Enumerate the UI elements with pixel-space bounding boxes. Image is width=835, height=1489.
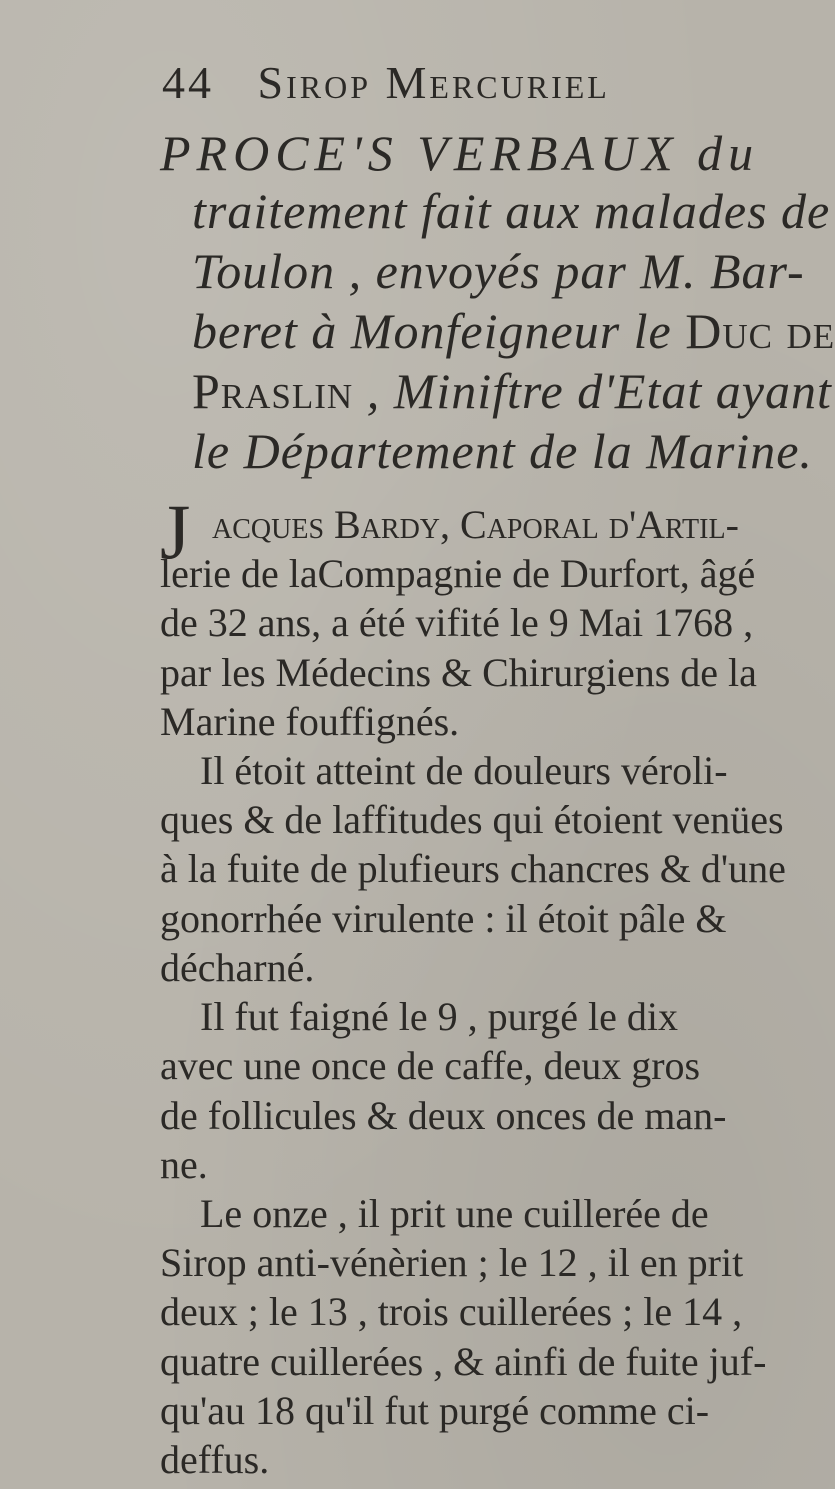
- body-line: gonorrhée virulente : il étoit pâle &: [160, 895, 727, 941]
- body-line: de 32 ans, a été vifité le 9 Mai 1768 ,: [160, 600, 754, 646]
- body-line: ne.: [160, 1141, 208, 1187]
- running-title: Sirop Mercuriel: [257, 57, 610, 108]
- body-line: quatre cuillerées , & ainfi de fuite juf-: [160, 1338, 767, 1384]
- title-praslin: Praslin: [192, 363, 354, 419]
- body-line: décharné.: [160, 944, 315, 990]
- title-line-2: traitement fait aux malades de: [192, 183, 831, 239]
- body-line: Il fut faigné le 9 , purgé le dix: [200, 994, 679, 1040]
- body-line: Le onze , il prit une cuillerée de: [200, 1190, 709, 1236]
- body-line: Sirop anti-vénèrien ; le 12 , il en prit: [160, 1240, 744, 1286]
- body-line: qu'au 18 qu'il fut purgé comme ci-: [160, 1387, 710, 1433]
- body-line: à la fuite de plufieurs chancres & d'une: [160, 846, 786, 892]
- body-line: Il étoit atteint de douleurs véroli-: [200, 748, 728, 794]
- title-line-3: Toulon , envoyés par M. Bar-: [192, 243, 805, 299]
- title-line-4: [192, 303, 835, 359]
- title-line-1: PROCE'S VERBAUX du: [160, 125, 760, 181]
- title-line-6: le Département de la Marine.: [192, 423, 813, 479]
- body-line: ques & de laffitudes qui étoient venües: [160, 797, 784, 843]
- page-number: 44: [162, 57, 214, 108]
- body-line: avec une once de caffe, deux gros: [160, 1043, 701, 1089]
- title-duc: Duc de: [685, 303, 835, 359]
- body-line: par les Médecins & Chirurgiens de la: [160, 649, 757, 695]
- body-line: de follicules & deux onces de man-: [160, 1092, 727, 1138]
- title-line-5: [192, 363, 832, 419]
- body-line: Marine fouffignés.: [160, 698, 460, 744]
- running-header: [162, 57, 610, 108]
- title-line-4-text: beret à Monfeigneur le: [192, 303, 686, 359]
- drop-cap: J: [160, 488, 191, 575]
- body-line: deffus.: [160, 1437, 270, 1482]
- body-line: deux ; le 13 , trois cuillerées ; le 14 ,: [160, 1289, 743, 1335]
- body-line: acques Bardy, Caporal d'Artil-: [212, 502, 739, 547]
- title-line-5-text: , Miniftre d'Etat ayant: [353, 363, 832, 419]
- body-line: lerie de laCompagnie de Durfort, âgé: [160, 551, 756, 597]
